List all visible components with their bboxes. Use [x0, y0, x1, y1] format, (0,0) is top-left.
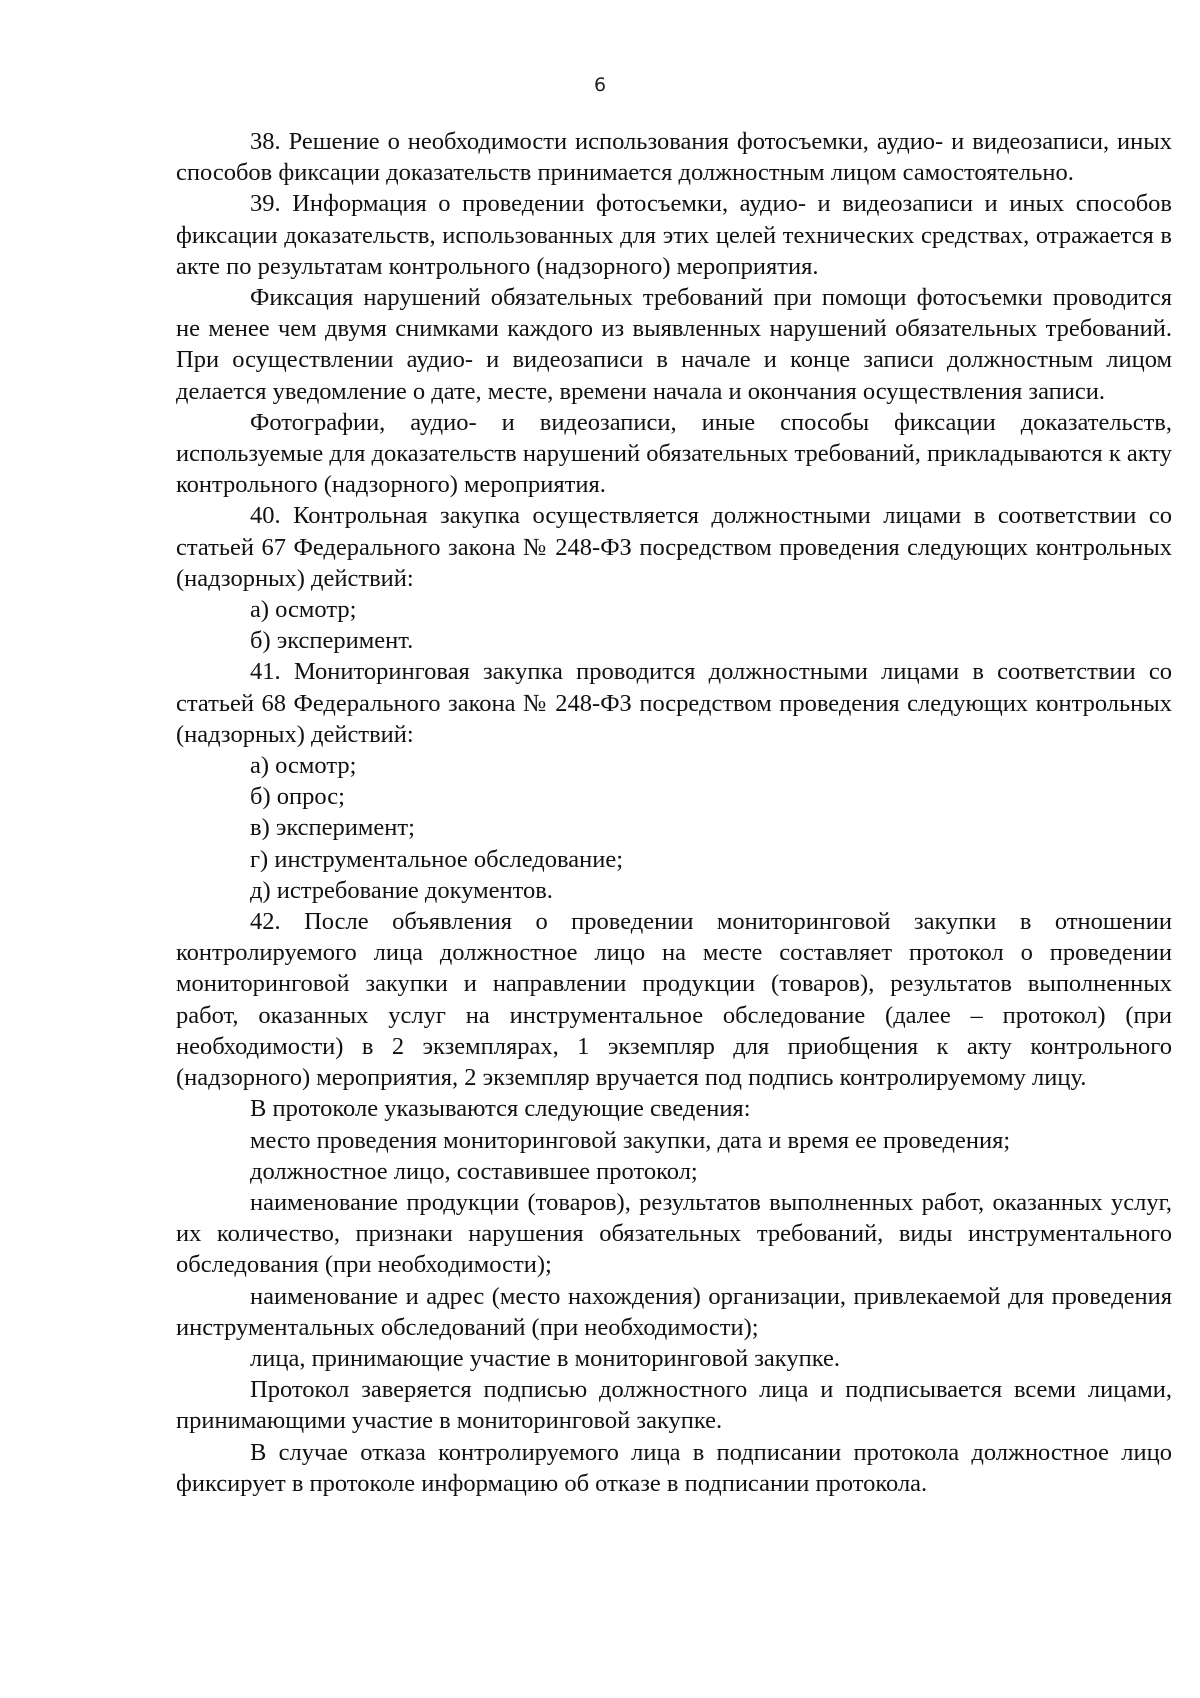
protocol-item-products: наименование продукции (товаров), результатов выполненных работ, оказанных услуг, их количество, признаки нарушения обязательных требований, виды инструментального обследования (при необходимости); — [176, 1188, 1172, 1279]
list-item-41b: б) опрос; — [250, 783, 345, 811]
protocol-item-participants: лица, принимающие участие в мониторинговой закупке. — [250, 1344, 841, 1372]
document-body — [176, 126, 1172, 1499]
paragraph-39: 39. Информация о проведении фотосъемки, аудио- и видеозаписи и иных способов фиксации доказательств, использованных для этих целей технических средствах, отражается в акте по результатам контрольного (надзорного) мероприятия. — [176, 190, 1172, 280]
paragraph-photo-fixation: Фиксация нарушений обязательных требований при помощи фотосъемки проводится не менее чем двумя снимками каждого из выявленных нарушений обязательных требований. При осуществлении аудио- и видеозаписи в начале и конце записи должностным лицом делается уведомление о дате, месте, времени начала и окончания осуществления записи. — [176, 284, 1172, 405]
paragraph-41: 41. Мониторинговая закупка проводится должностными лицами в соответствии со статьей 68 Федерального закона № 248-ФЗ посредством проведения следующих контрольных (надзорных) действий: — [176, 658, 1172, 748]
paragraph-photo-attachments: Фотографии, аудио- и видеозаписи, иные способы фиксации доказательств, используемые для доказательств нарушений обязательных требований, прикладываются к акту контрольного (надзорного) мероприятия. — [176, 408, 1172, 499]
paragraph-protocol-info: В протоколе указываются следующие сведения: — [250, 1095, 751, 1123]
paragraph-refusal: В случае отказа контролируемого лица в подписании протокола должностное лицо фиксирует в протоколе информацию об отказе в подписании протокола. — [176, 1438, 1172, 1497]
page-number: 6 — [593, 74, 607, 96]
paragraph-protocol-signature: Протокол заверяется подписью должностного лица и подписывается всеми лицами, принимающими участие в мониторинговой закупке. — [176, 1376, 1172, 1435]
protocol-item-place: место проведения мониторинговой закупки, дата и время ее проведения; — [250, 1126, 1011, 1154]
paragraph-40: 40. Контрольная закупка осуществляется должностными лицами в соответствии со статьей 67 Федерального закона № 248-ФЗ посредством проведения следующих контрольных (надзорных) действий: — [176, 502, 1172, 592]
list-item-40b: б) эксперимент. — [250, 627, 414, 655]
protocol-item-organization: наименование и адрес (место нахождения) организации, привлекаемой для проведения инструментальных обследований (при необходимости); — [176, 1282, 1172, 1341]
list-item-41d: г) инструментальное обследование; — [250, 845, 624, 873]
list-item-41a: а) осмотр; — [250, 752, 357, 780]
list-item-40a: а) осмотр; — [250, 596, 357, 624]
paragraph-42: 42. После объявления о проведении мониторинговой закупки в отношении контролируемого лица должностное лицо на месте составляет протокол о проведении мониторинговой закупки и направлении продукции (товаров), результатов выполненных работ, оказанных услуг на инструментальное обследование (далее – протокол) (при необходимости) в 2 экземплярах, 1 экземпляр для приобщения к акту контрольного (надзорного) мероприятия, 2 экземпляр вручается под подпись контролируемому лицу. — [176, 908, 1172, 1092]
list-item-41c: в) эксперимент; — [250, 814, 415, 842]
protocol-item-official: должностное лицо, составившее протокол; — [250, 1157, 698, 1185]
list-item-41e: д) истребование документов. — [250, 876, 553, 904]
paragraph-38: 38. Решение о необходимости использования фотосъемки, аудио- и видеозаписи, иных способов фиксации доказательств принимается должностным лицом самостоятельно. — [176, 128, 1172, 187]
